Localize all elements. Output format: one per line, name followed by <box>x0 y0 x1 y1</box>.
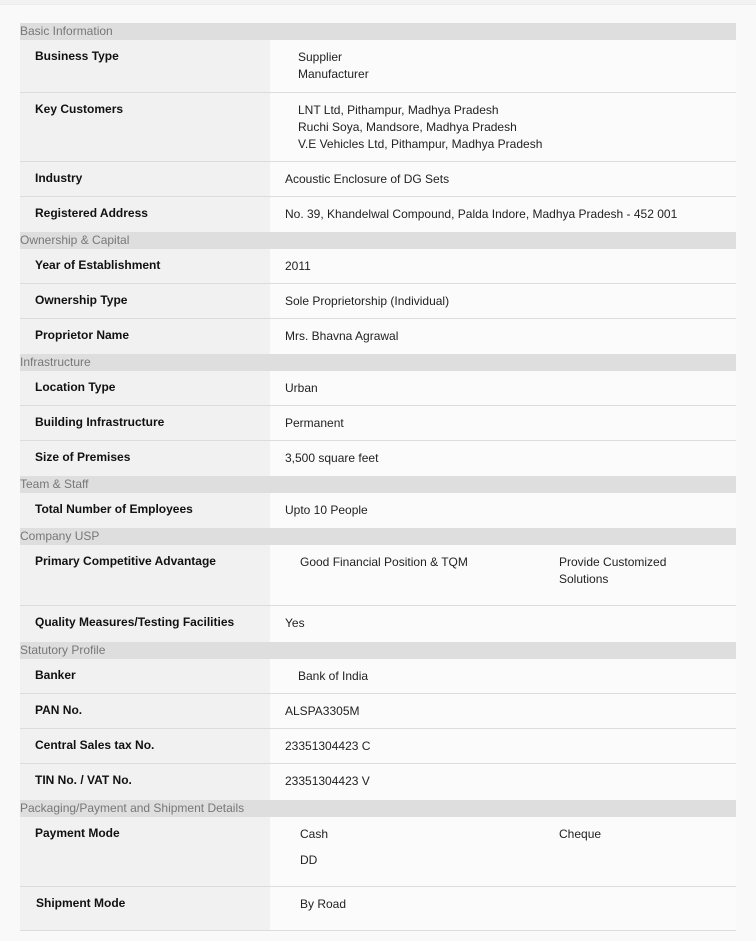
key-customer-item: LNT Ltd, Pithampur, Madhya Pradesh <box>298 103 499 117</box>
top-border <box>0 0 756 5</box>
value-registered-address <box>270 197 736 232</box>
company-profile-table <box>20 23 736 931</box>
row-pan-no <box>20 694 736 729</box>
value-key-customers <box>270 93 736 161</box>
row-key-customers <box>20 93 736 162</box>
registered-address-text: No. 39, Khandelwal Compound, Palda Indore, Madhya Pradesh - 452 001 <box>285 207 678 221</box>
label-tin-vat-no: TIN No. / VAT No. <box>20 764 270 800</box>
section-header-team-staff: Team & Staff <box>20 476 736 493</box>
label-payment-mode: Payment Mode <box>20 817 270 886</box>
total-employees-text: Upto 10 People <box>285 503 368 517</box>
row-payment-mode <box>20 817 736 887</box>
value-central-sales-tax <box>270 729 736 763</box>
row-primary-competitive-advantage <box>20 545 736 606</box>
row-location-type <box>20 371 736 406</box>
section-header-statutory-profile: Statutory Profile <box>20 642 736 659</box>
quality-measures-text: Yes <box>285 616 305 630</box>
value-tin-vat-no <box>270 764 736 800</box>
row-quality-measures <box>20 606 736 642</box>
bottom-divider <box>20 930 736 931</box>
row-proprietor-name <box>20 319 736 354</box>
label-key-customers: Key Customers <box>20 93 270 161</box>
payment-mode-item: DD <box>300 853 318 867</box>
row-size-of-premises <box>20 441 736 476</box>
value-shipment-mode <box>270 887 736 930</box>
label-building-infrastructure: Building Infrastructure <box>20 406 270 440</box>
row-total-employees <box>20 493 736 528</box>
row-building-infrastructure <box>20 406 736 441</box>
key-customer-item: Ruchi Soya, Mandsore, Madhya Pradesh <box>298 120 517 134</box>
row-registered-address <box>20 197 736 232</box>
central-sales-tax-text: 23351304423 C <box>285 739 371 753</box>
label-total-employees: Total Number of Employees <box>20 493 270 528</box>
payment-mode-item: Cash <box>300 827 329 841</box>
row-business-type <box>20 40 736 93</box>
location-type-text: Urban <box>285 381 318 395</box>
label-central-sales-tax: Central Sales tax No. <box>20 729 270 763</box>
key-customer-item: V.E Vehicles Ltd, Pithampur, Madhya Pradesh <box>298 137 543 151</box>
row-ownership-type <box>20 284 736 319</box>
section-header-infrastructure: Infrastructure <box>20 354 736 371</box>
tin-vat-no-text: 23351304423 V <box>285 774 370 788</box>
size-of-premises-text: 3,500 square feet <box>285 451 379 465</box>
label-shipment-mode: Shipment Mode <box>20 887 270 930</box>
label-primary-competitive-advantage: Primary Competitive Advantage <box>20 545 270 605</box>
section-header-ownership-capital: Ownership & Capital <box>20 232 736 249</box>
pan-no-text: ALSPA3305M <box>285 704 360 718</box>
label-industry: Industry <box>20 162 270 196</box>
advantage-item: Provide Customized Solutions <box>559 555 667 586</box>
banker-text: Bank of India <box>298 669 369 683</box>
shipment-mode-text: By Road <box>300 897 347 911</box>
label-business-type: Business Type <box>20 40 270 92</box>
label-size-of-premises: Size of Premises <box>20 441 270 476</box>
value-industry <box>270 162 736 196</box>
label-proprietor-name: Proprietor Name <box>20 319 270 354</box>
row-year-of-establishment <box>20 249 736 284</box>
label-registered-address: Registered Address <box>20 197 270 232</box>
value-business-type <box>270 40 736 92</box>
advantage-item: Good Financial Position & TQM <box>300 555 468 569</box>
building-infrastructure-text: Permanent <box>285 416 344 430</box>
label-banker: Banker <box>20 659 270 693</box>
value-year-of-establishment <box>270 249 736 283</box>
value-building-infrastructure <box>270 406 736 440</box>
label-year-of-establishment: Year of Establishment <box>20 249 270 283</box>
row-tin-vat-no <box>20 764 736 800</box>
value-ownership-type <box>270 284 736 318</box>
business-type-item: Manufacturer <box>298 67 369 81</box>
value-proprietor-name <box>270 319 736 354</box>
ownership-type-text: Sole Proprietorship (Individual) <box>285 294 450 308</box>
industry-text: Acoustic Enclosure of DG Sets <box>285 172 450 186</box>
value-primary-competitive-advantage <box>270 545 736 605</box>
value-total-employees <box>270 493 736 528</box>
row-industry <box>20 162 736 197</box>
value-banker <box>270 659 736 693</box>
label-quality-measures: Quality Measures/Testing Facilities <box>20 606 270 642</box>
label-ownership-type: Ownership Type <box>20 284 270 318</box>
row-shipment-mode <box>20 887 736 930</box>
payment-mode-item: Cheque <box>559 827 602 841</box>
value-size-of-premises <box>270 441 736 476</box>
row-central-sales-tax <box>20 729 736 764</box>
value-pan-no <box>270 694 736 728</box>
row-banker <box>20 659 736 694</box>
section-header-packaging-payment-shipment: Packaging/Payment and Shipment Details <box>20 800 736 817</box>
year-text: 2011 <box>285 259 311 273</box>
business-type-item: Supplier <box>298 50 343 64</box>
proprietor-name-text: Mrs. Bhavna Agrawal <box>285 329 399 343</box>
value-location-type <box>270 371 736 405</box>
section-header-company-usp: Company USP <box>20 528 736 545</box>
value-quality-measures <box>270 606 736 642</box>
section-header-basic-information: Basic Information <box>20 23 736 40</box>
label-pan-no: PAN No. <box>20 694 270 728</box>
label-location-type: Location Type <box>20 371 270 405</box>
value-payment-mode <box>270 817 736 886</box>
